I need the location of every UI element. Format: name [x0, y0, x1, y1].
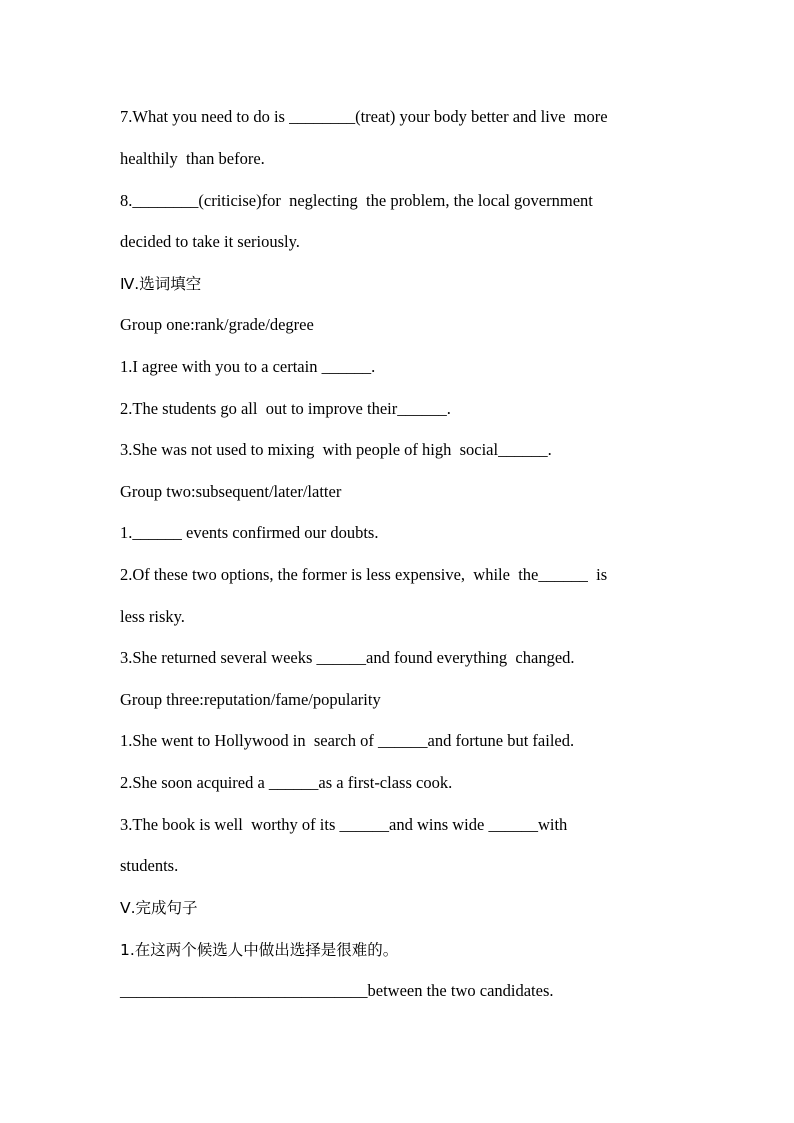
section-5-heading: Ⅴ.完成句子: [120, 899, 198, 917]
section-4-heading: Ⅳ.选词填空: [120, 275, 202, 293]
question-8-line-2: decided to take it seriously.: [120, 232, 300, 251]
section-5-item-1-prompt: 1.在这两个候选人中做出选择是很难的。: [120, 941, 399, 959]
group-two-item-3: 3.She returned several weeks ______and found everything changed.: [120, 648, 575, 667]
group-one-item-2: 2.The students go all out to improve their______.: [120, 399, 451, 418]
section-5-item-1-answer: ______________________________between the two candidates.: [120, 981, 554, 1000]
group-one-item-3: 3.She was not used to mixing with people of high social______.: [120, 440, 552, 459]
question-8-line-1: 8.________(criticise)for neglecting the problem, the local government: [120, 191, 593, 210]
question-7-line-1: 7.What you need to do is ________(treat) your body better and live more: [120, 107, 608, 126]
group-three-item-3-line-2: students.: [120, 856, 179, 875]
group-two-item-2-line-2: less risky.: [120, 607, 185, 626]
group-three-item-3-line-1: 3.The book is well worthy of its ______and wins wide ______with: [120, 815, 568, 834]
group-three-item-2: 2.She soon acquired a ______as a first-class cook.: [120, 773, 453, 792]
group-three-title: Group three:reputation/fame/popularity: [120, 690, 381, 709]
group-two-item-1: 1.______ events confirmed our doubts.: [120, 523, 379, 542]
group-two-item-2-line-1: 2.Of these two options, the former is less expensive, while the______ is: [120, 565, 608, 584]
question-7-line-2: healthily than before.: [120, 149, 265, 168]
group-one-title: Group one:rank/grade/degree: [120, 315, 314, 334]
group-three-item-1: 1.She went to Hollywood in search of ______and fortune but failed.: [120, 731, 575, 750]
group-one-item-1: 1.I agree with you to a certain ______.: [120, 357, 376, 376]
group-two-title: Group two:subsequent/later/latter: [120, 482, 342, 501]
